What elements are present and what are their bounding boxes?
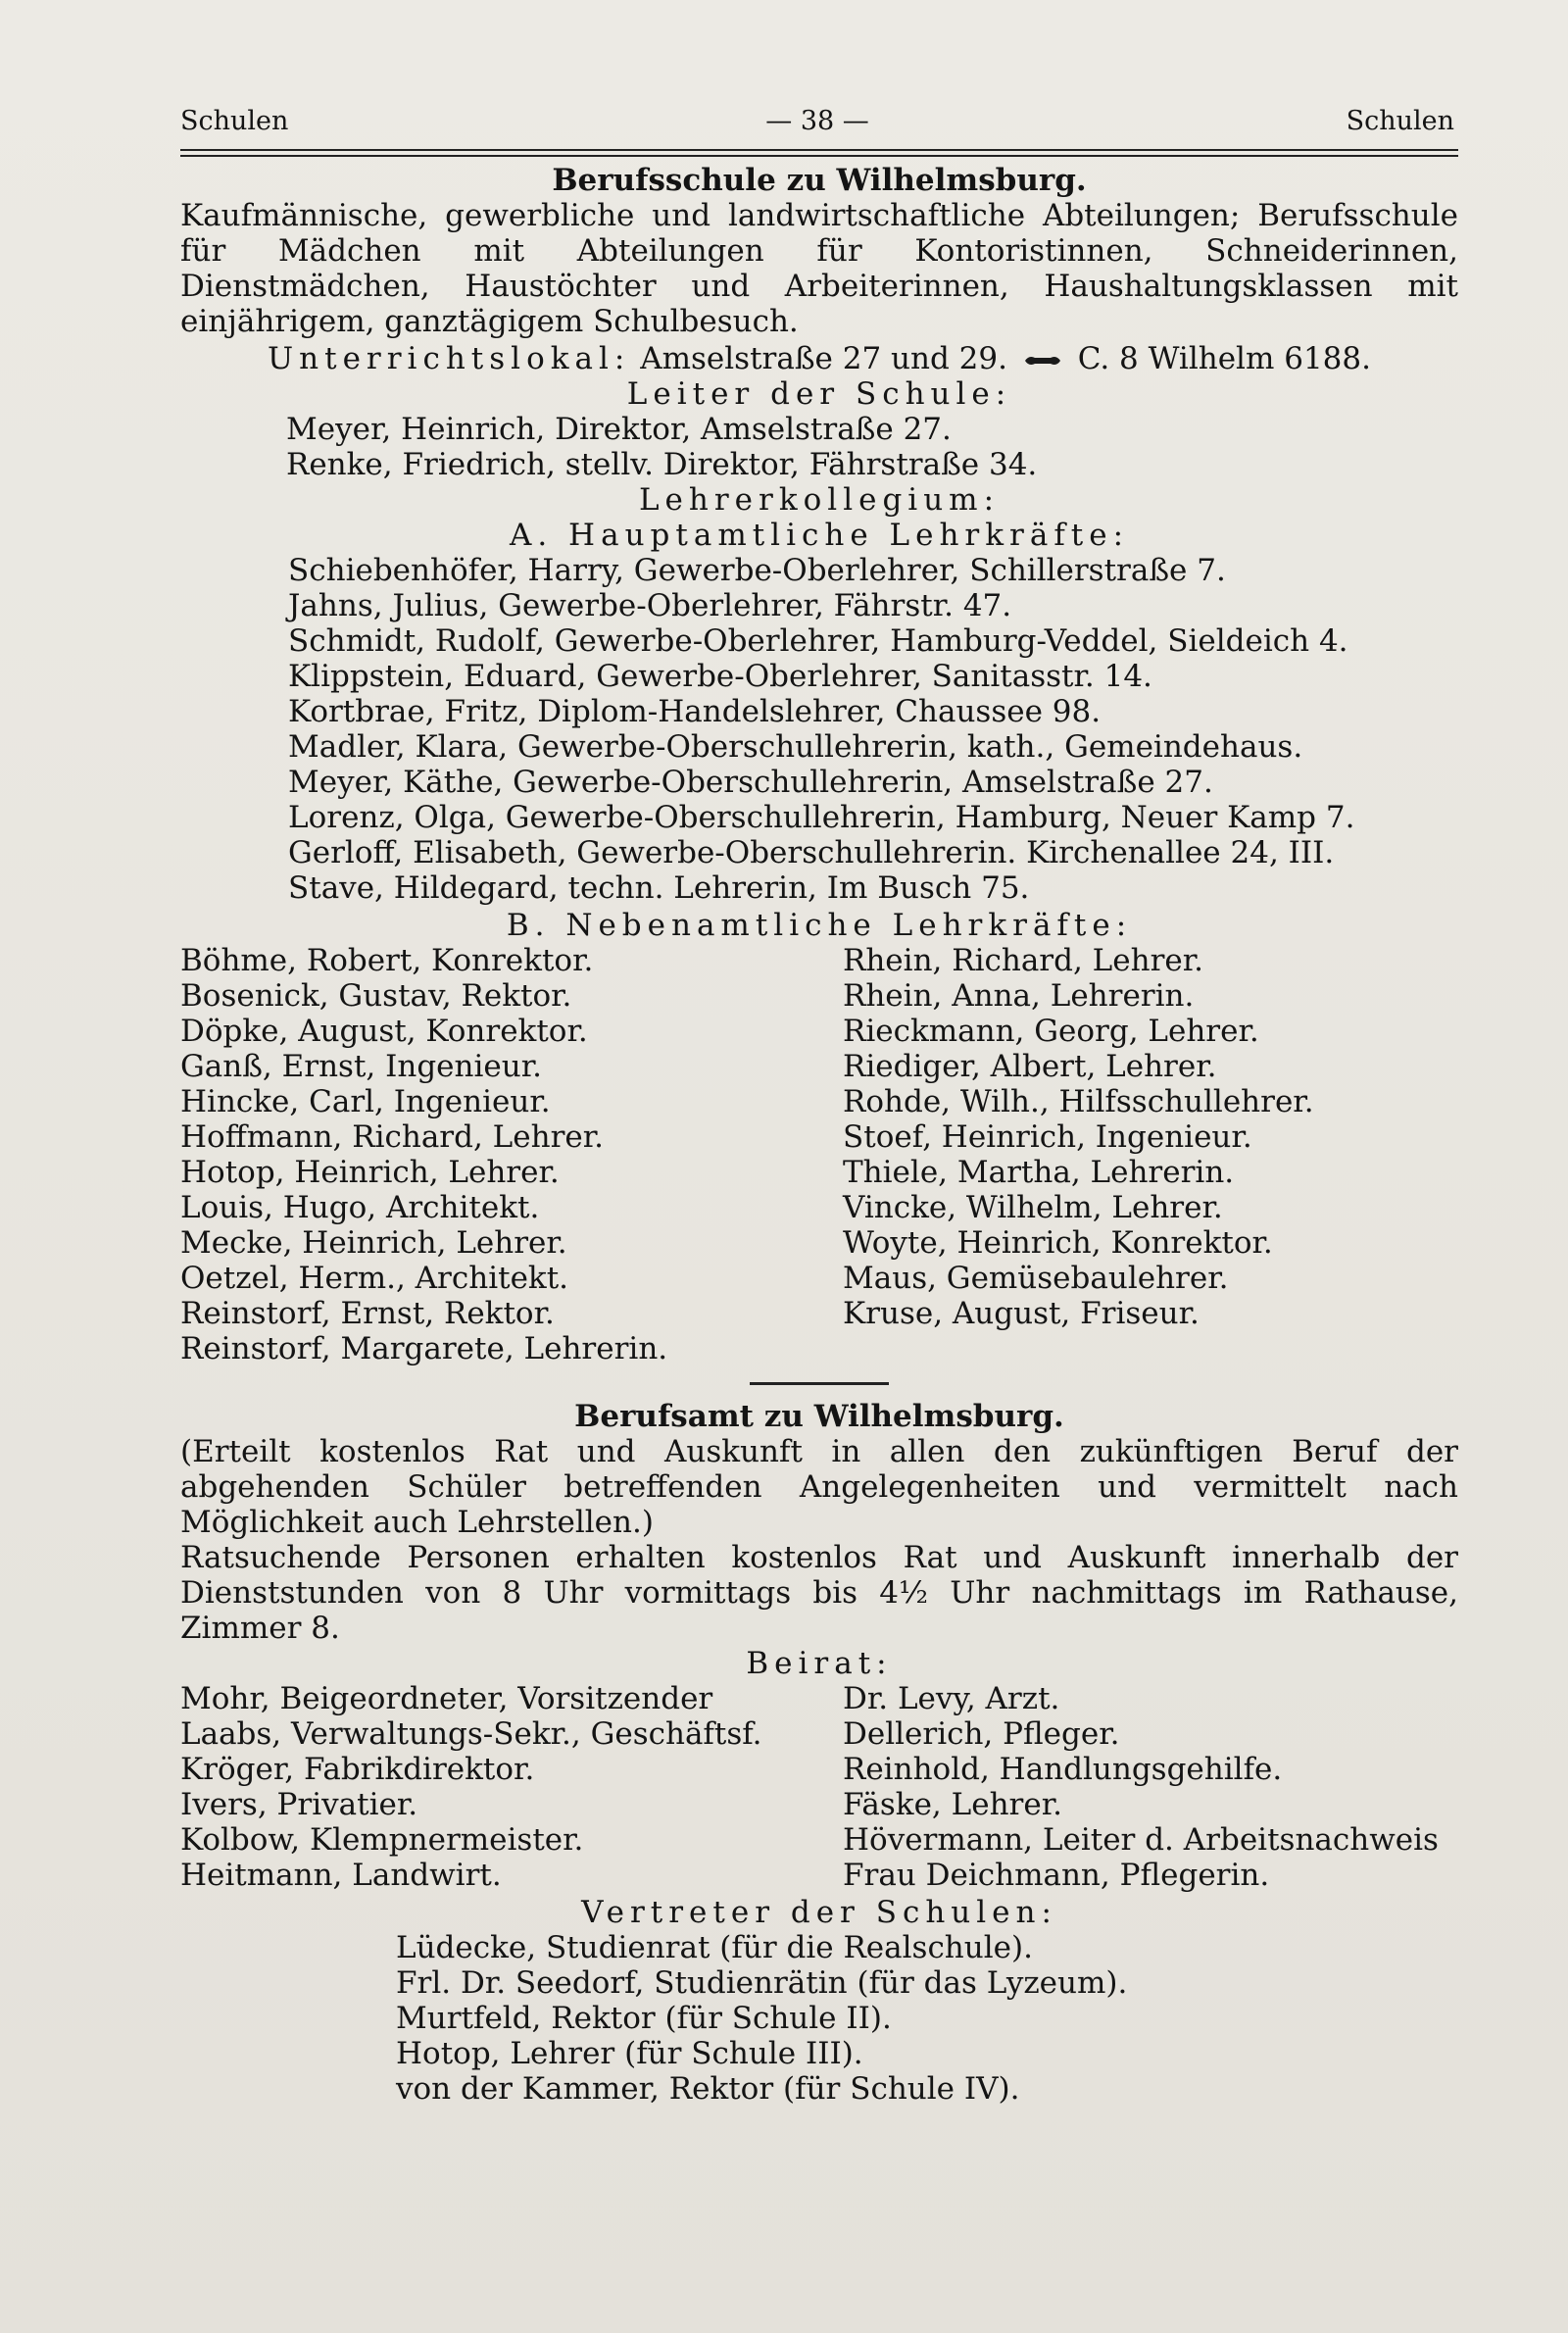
berufsamt-hours: Ratsuchende Personen erhalten kostenlos Rat und Auskunft innerhalb der Dienststunden von 8 Uhr vormittags bis 4½ Uhr nachmittags im Rathause, Zimmer 8. xyxy=(180,1540,1458,1646)
unterrichtslokal-label: Unterrichtslokal: xyxy=(268,341,631,376)
list-item: Klippstein, Eduard, Gewerbe-Oberlehrer, Sanitasstr. 14. xyxy=(288,659,1152,694)
list-item: Lüdecke, Studienrat (für die Realschule). xyxy=(396,1930,1033,1965)
list-item: Riediger, Albert, Lehrer. xyxy=(843,1049,1217,1084)
list-item: Oetzel, Herm., Architekt. xyxy=(180,1261,569,1296)
list-item: Ganß, Ernst, Ingenieur. xyxy=(180,1049,542,1084)
list-item: Rhein, Richard, Lehrer. xyxy=(843,943,1204,978)
list-item: Reinstorf, Ernst, Rektor. xyxy=(180,1296,555,1331)
list-item: Hoffmann, Richard, Lehrer. xyxy=(180,1119,605,1155)
nebenamtlich-heading: B. Nebenamtliche Lehrkräfte: xyxy=(506,908,1133,943)
berufsschule-title: Berufsschule zu Wilhelmsburg. xyxy=(552,163,1087,198)
list-item: Mecke, Heinrich, Lehrer. xyxy=(180,1225,567,1261)
list-item: Dellerich, Pfleger. xyxy=(843,1716,1120,1752)
list-item: Böhme, Robert, Konrektor. xyxy=(180,943,594,978)
beirat-columns xyxy=(180,1681,1458,1893)
berufsschule-description: Kaufmännische, gewerbliche und landwirtschaftliche Abteilungen; Berufsschule für Mädchen mit Abteilungen für Kontoristinnen, Schneiderinnen, Dienstmädchen, Haustöchter und Arbeiterinnen, Haushaltungsklassen mit einjährigem, ganztägigem Schulbesuch. xyxy=(180,198,1458,339)
list-item: Lorenz, Olga, Gewerbe-Oberschullehrerin, Hamburg, Neuer Kamp 7. xyxy=(288,800,1355,835)
list-item: Stoef, Heinrich, Ingenieur. xyxy=(843,1119,1252,1155)
list-item: Dr. Levy, Arzt. xyxy=(843,1681,1060,1716)
list-item: Bosenick, Gustav, Rektor. xyxy=(180,978,572,1014)
list-item: Murtfeld, Rektor (für Schule II). xyxy=(396,2001,892,2036)
list-item: Meyer, Käthe, Gewerbe-Oberschullehrerin, Amselstraße 27. xyxy=(288,765,1213,800)
unterrichtslokal-value: Amselstraße 27 und 29. xyxy=(640,341,1007,376)
list-item: Frl. Dr. Seedorf, Studienrätin (für das Lyzeum). xyxy=(396,1965,1128,2001)
list-item: Schmidt, Rudolf, Gewerbe-Oberlehrer, Hamburg-Veddel, Sieldeich 4. xyxy=(288,623,1348,659)
list-item: Kolbow, Klempnermeister. xyxy=(180,1822,584,1858)
list-item: Schiebenhöfer, Harry, Gewerbe-Oberlehrer, Schillerstraße 7. xyxy=(288,553,1226,588)
list-item: Woyte, Heinrich, Konrektor. xyxy=(843,1225,1273,1261)
beirat-right-column xyxy=(843,1681,1439,1893)
list-item: Frau Deichmann, Pflegerin. xyxy=(843,1858,1270,1893)
list-item: Hotop, Lehrer (für Schule III). xyxy=(396,2036,863,2071)
list-item: Rhein, Anna, Lehrerin. xyxy=(843,978,1195,1014)
page-number: — 38 — xyxy=(765,106,869,136)
list-item: Mohr, Beigeordneter, Vorsitzender xyxy=(180,1681,713,1716)
list-item: Louis, Hugo, Architekt. xyxy=(180,1190,540,1225)
list-item: Kortbrae, Fritz, Diplom-Handelslehrer, Chaussee 98. xyxy=(288,694,1102,729)
vertreter-heading: Vertreter der Schulen: xyxy=(581,1895,1057,1930)
list-item: Kruse, August, Friseur. xyxy=(843,1296,1200,1331)
list-item: Döpke, August, Konrektor. xyxy=(180,1014,588,1049)
nebenamtlich-left-column xyxy=(180,943,843,1366)
list-item: Reinstorf, Margarete, Lehrerin. xyxy=(180,1331,668,1366)
list-item: von der Kammer, Rektor (für Schule IV). xyxy=(396,2071,1020,2107)
list-item: Gerloff, Elisabeth, Gewerbe-Oberschullehrerin. Kirchenallee 24, III. xyxy=(288,835,1335,870)
phone-number: C. 8 Wilhelm 6188. xyxy=(1077,341,1371,376)
section-divider xyxy=(750,1382,889,1385)
header-left: Schulen xyxy=(180,106,289,136)
list-item: Laabs, Verwaltungs-Sekr., Geschäftsf. xyxy=(180,1716,762,1752)
berufsamt-description: (Erteilt kostenlos Rat und Auskunft in allen den zukünftigen Beruf der abgehenden Schüler betreffenden Angelegenheiten und vermittelt nach Möglichkeit auch Lehrstellen.) xyxy=(180,1434,1458,1540)
beirat-heading: Beirat: xyxy=(746,1646,893,1681)
list-item: Hincke, Carl, Ingenieur. xyxy=(180,1084,551,1119)
leiter-item: Renke, Friedrich, stellv. Direktor, Fährstraße 34. xyxy=(286,447,1038,482)
main-content xyxy=(180,163,1458,2107)
list-item: Fäske, Lehrer. xyxy=(843,1787,1062,1822)
list-item: Hotop, Heinrich, Lehrer. xyxy=(180,1155,560,1190)
list-item: Maus, Gemüsebaulehrer. xyxy=(843,1261,1229,1296)
running-header xyxy=(180,106,1454,136)
unterrichtslokal-line xyxy=(180,341,1458,376)
header-rule-bottom xyxy=(180,155,1458,157)
nebenamtlich-right-column xyxy=(843,943,1314,1366)
leiter-item: Meyer, Heinrich, Direktor, Amselstraße 27. xyxy=(286,412,952,447)
header-right: Schulen xyxy=(1346,106,1454,136)
list-item: Kröger, Fabrikdirektor. xyxy=(180,1752,535,1787)
list-item: Stave, Hildegard, techn. Lehrerin, Im Busch 75. xyxy=(288,870,1030,906)
hauptamtlich-list xyxy=(180,553,1458,906)
list-item: Heitmann, Landwirt. xyxy=(180,1858,502,1893)
leiter-heading: Leiter der Schule: xyxy=(626,376,1012,412)
list-item: Ivers, Privatier. xyxy=(180,1787,418,1822)
list-item: Reinhold, Handlungsgehilfe. xyxy=(843,1752,1283,1787)
leiter-list xyxy=(180,412,1458,482)
list-item: Thiele, Martha, Lehrerin. xyxy=(843,1155,1235,1190)
berufsamt-title: Berufsamt zu Wilhelmsburg. xyxy=(574,1399,1064,1434)
header-rule-top xyxy=(180,149,1458,151)
hauptamtlich-heading: A. Hauptamtliche Lehrkräfte: xyxy=(509,518,1130,553)
list-item: Hövermann, Leiter d. Arbeitsnachweis xyxy=(843,1822,1439,1858)
beirat-left-column xyxy=(180,1681,843,1893)
list-item: Madler, Klara, Gewerbe-Oberschullehrerin, kath., Gemeindehaus. xyxy=(288,729,1303,765)
telephone-icon xyxy=(1023,351,1062,371)
list-item: Vincke, Wilhelm, Lehrer. xyxy=(843,1190,1223,1225)
list-item: Rohde, Wilh., Hilfsschullehrer. xyxy=(843,1084,1314,1119)
list-item: Jahns, Julius, Gewerbe-Oberlehrer, Fährstr. 47. xyxy=(288,588,1012,623)
nebenamtlich-columns xyxy=(180,943,1458,1366)
list-item: Rieckmann, Georg, Lehrer. xyxy=(843,1014,1259,1049)
kollegium-heading: Lehrerkollegium: xyxy=(638,482,1001,518)
vertreter-list xyxy=(180,1930,1458,2107)
